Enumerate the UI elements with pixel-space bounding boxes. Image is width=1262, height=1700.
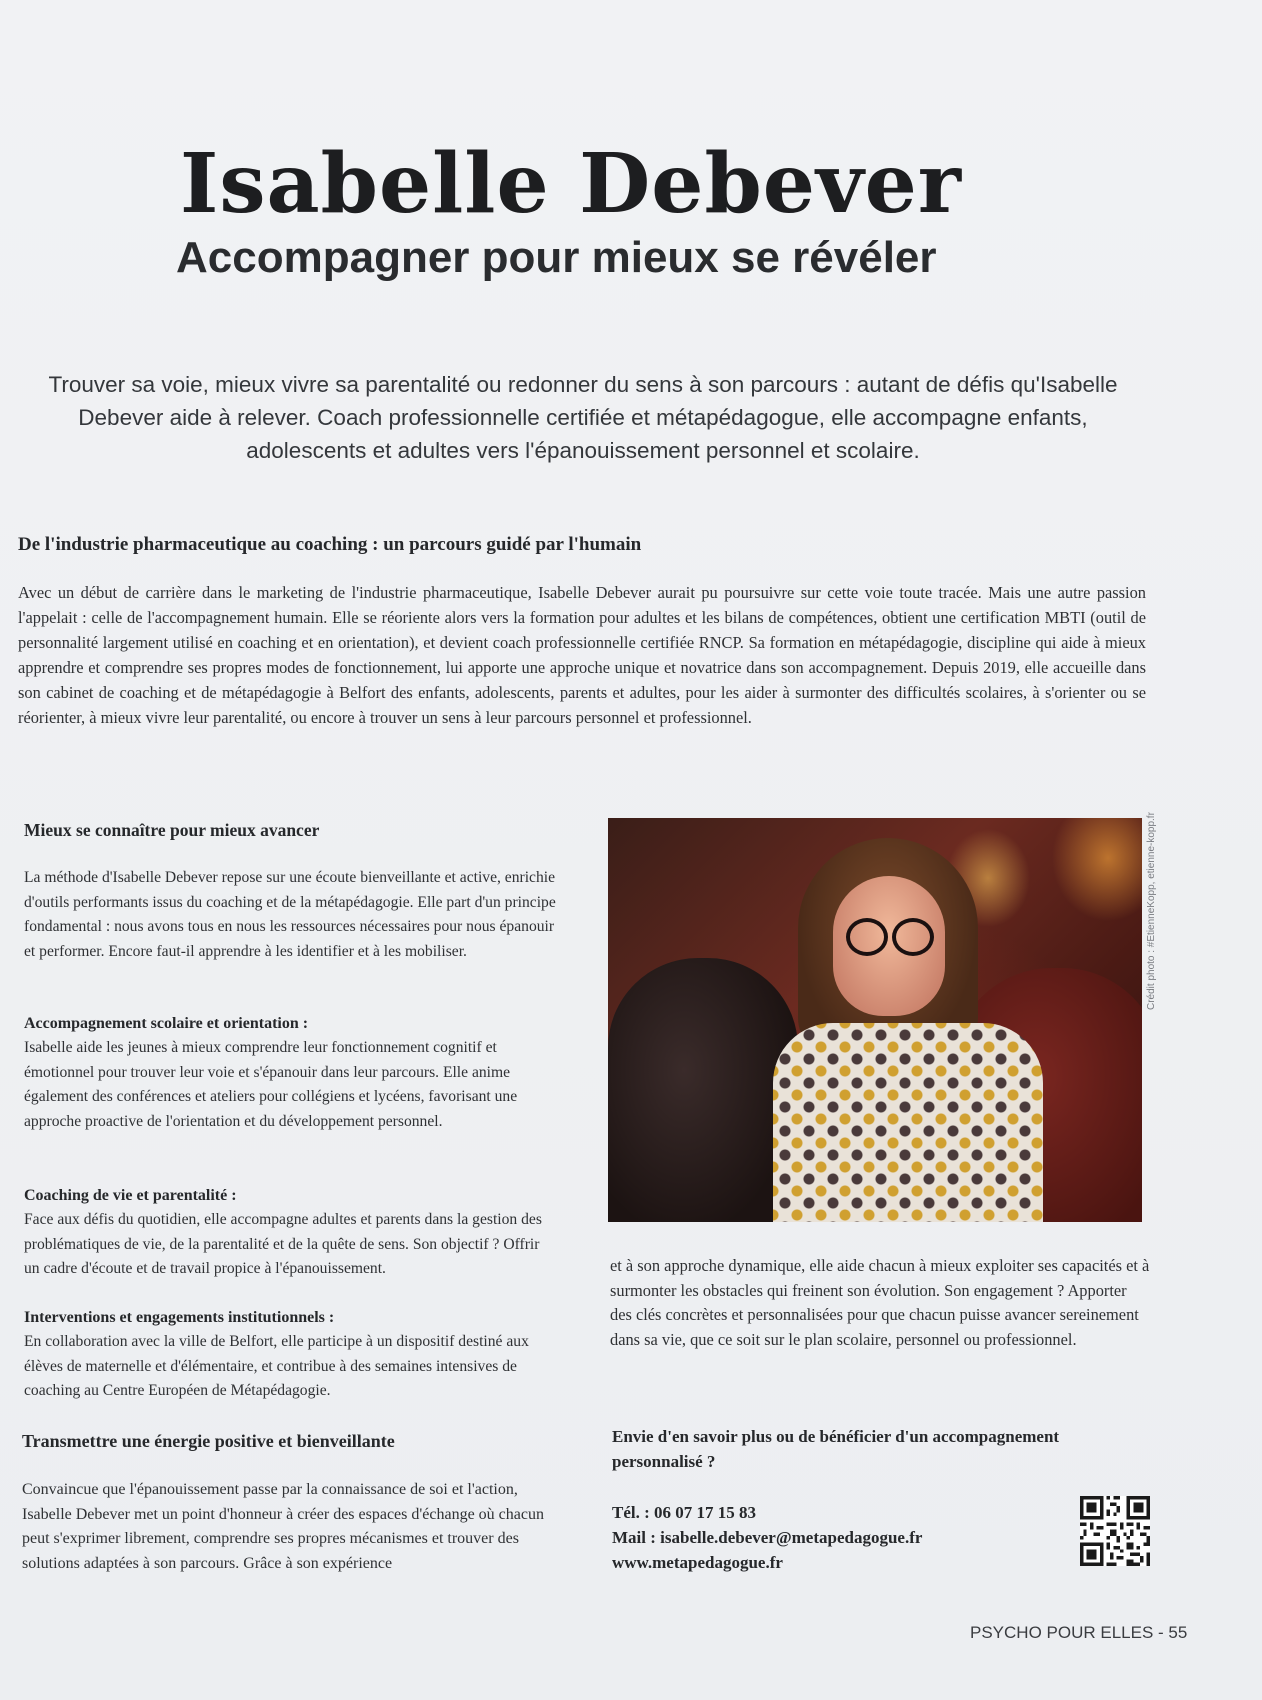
subsection-text-school: Isabelle aide les jeunes à mieux comprendre leur fonctionnement cognitif et émotionnel pour trouver leur voie et s'épanouir dans leur parcours. Elle anime également des conférences et ateliers pour collégiens et lycéens, favorisant une approche proactive de l'orientation et du développement personnel. xyxy=(24,1039,518,1130)
photo-glasses-left xyxy=(846,918,888,956)
section-text-career: Avec un début de carrière dans le marketing de l'industrie pharmaceutique, Isabelle Debever aurait pu poursuivre sur cette voie toute tracée. Mais une autre passion l'appelait : celle de l'accompagnement humain. Elle se réoriente alors vers la formation pour adultes et les bilans de compétences, obtient une certification MBTI (outil de personnalité largement utilisé en coaching et en orientation), et devient coach professionnelle certifiée RNCP. Sa formation en métapédagogie, discipline qui aide à mieux apprendre et comprendre ses propres modes de fonctionnement, lui apporte une approche unique et novatrice dans son accompagnement. Depuis 2019, elle accueille dans son cabinet de coaching et de métapédagogie à Belfort des enfants, adolescents, parents et adultes, pour les aider à surmonter des difficultés scolaires, à s'orienter ou se réorienter, à mieux vivre leur parentalité, ou encore à trouver un sens à leur parcours personnel et professionnel. xyxy=(18,583,1146,727)
contact-phone: Tél. : 06 07 17 15 83 xyxy=(612,1503,757,1522)
subsection-text-institutional: En collaboration avec la ville de Belfort, elle participe à un dispositif destiné aux élèves de maternelle et d'élémentaire, et contribue à des semaines intensives de coaching au Centre Européen de Métapédagogie. xyxy=(24,1333,529,1399)
contact-website: www.metapedagogue.fr xyxy=(612,1553,783,1572)
page-subtitle: Accompagner pour mieux se révéler xyxy=(176,233,937,282)
photo-polka-dot-sweater xyxy=(773,1023,1043,1222)
section-text-know-yourself: La méthode d'Isabelle Debever repose sur une écoute bienveillante et active, enrichie d'outils performants issus du coaching et de la métapédagogie. Elle part d'un principe fondamental : nous avons tous en nous les ressources nécessaires pour nous épanouir et performer. Encore faut-il apprendre à les identifier et à les mobiliser. xyxy=(24,869,556,960)
subsection-heading-school: Accompagnement scolaire et orientation : xyxy=(24,1015,309,1032)
contact-email: Mail : isabelle.debever@metapedagogue.fr xyxy=(612,1528,923,1547)
photo-glasses-right xyxy=(892,918,934,956)
qr-code-icon xyxy=(1080,1496,1150,1566)
page-footer: PSYCHO POUR ELLES - 55 xyxy=(970,1623,1188,1642)
section-heading-positive-energy: Transmettre une énergie positive et bienveillante xyxy=(22,1431,395,1451)
photo-credit: Crédit photo : #EtienneKopp, etienne-kopp.fr xyxy=(1146,812,1157,1010)
photo-foreground-shoulder xyxy=(608,958,798,1222)
section-text-positive-energy-continued: et à son approche dynamique, elle aide chacun à mieux exploiter ses capacités et à surmonter les obstacles qui freinent son évolution. Son engagement ? Apporter des clés concrètes et personnalisées pour que chacun puisse avancer sereinement dans sa vie, que ce soit sur le plan scolaire, personnel ou professionnel. xyxy=(610,1256,1150,1349)
portrait-photo xyxy=(608,818,1142,1222)
subsection-heading-life-coaching: Coaching de vie et parentalité : xyxy=(24,1187,237,1204)
subsection-text-life-coaching: Face aux défis du quotidien, elle accompagne adultes et parents dans la gestion des problématiques de vie, de la parentalité et de la quête de sens. Son objectif ? Offrir un cadre d'écoute et de travail propice à l'épanouissement. xyxy=(24,1211,542,1277)
section-heading-career: De l'industrie pharmaceutique au coaching : un parcours guidé par l'humain xyxy=(18,534,642,555)
section-text-positive-energy: Convaincue que l'épanouissement passe par la connaissance de soi et l'action, Isabelle Debever met un point d'honneur à créer des espaces d'échange où chacun peut s'exprimer librement, comprendre ses propres mécanismes et trouver des solutions adaptées à son parcours. Grâce à son expérience xyxy=(22,1481,544,1572)
page-title: Isabelle Debever xyxy=(180,136,962,232)
contact-heading: Envie d'en savoir plus ou de bénéficier d'un accompagnement personnalisé ? xyxy=(612,1427,1060,1471)
intro-paragraph: Trouver sa voie, mieux vivre sa parentalité ou redonner du sens à son parcours : autant de défis qu'Isabelle Debever aide à relever. Coach professionnelle certifiée et métapédagogue, elle accompagne enfants, adolescents et adultes vers l'épanouissement personnel et scolaire. xyxy=(48,372,1118,463)
section-heading-know-yourself: Mieux se connaître pour mieux avancer xyxy=(24,820,320,840)
subsection-heading-institutional: Interventions et engagements institutionnels : xyxy=(24,1309,335,1326)
